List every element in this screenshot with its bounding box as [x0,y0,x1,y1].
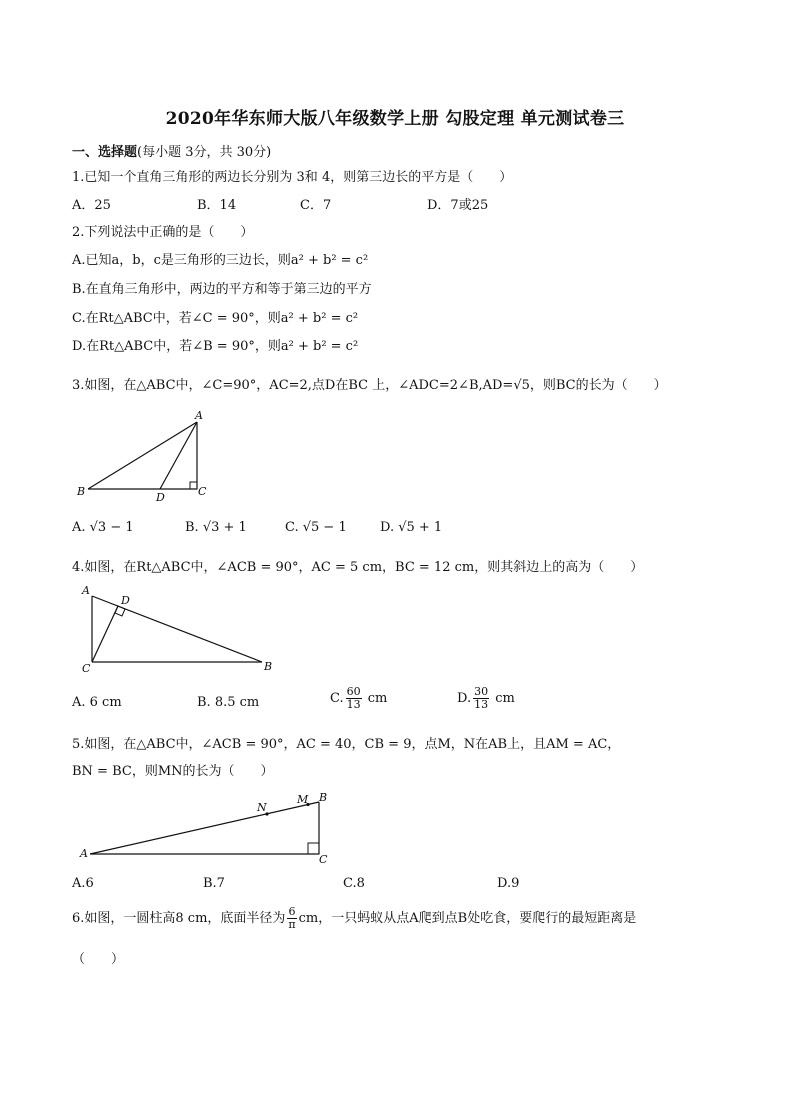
q3-option-d[interactable]: D. √5 + 1 [380,520,443,535]
q6-radius-numerator: 6 [288,905,296,918]
q6-stem-line2: （ ） [72,952,125,967]
q4-option-c-fraction [346,686,362,711]
q1-option-b[interactable]: B．14 [197,198,237,213]
q5-side-ab [90,802,319,854]
q5-option-a[interactable]: A.6 [72,876,94,891]
section-header [72,141,271,160]
q5-label-c: C [319,853,328,866]
q3-label-a: A [195,409,203,422]
q4-altitude-cd [92,606,118,662]
q6-stem-part2: cm，一只蚂蚁从点A爬到点B处吃食，要爬行的最短距离是 [298,911,637,926]
q1-option-d[interactable]: D．7或25 [427,198,489,213]
q4-option-c-unit: cm [367,691,388,706]
q5-option-b[interactable]: B.7 [203,876,225,891]
q3-segment-ad [160,422,197,489]
q5-label-m: M [297,793,309,806]
q3-stem: 3.如图，在△ABC中，∠C=90°，AC=2,点D在BC 上，∠ADC=2∠B,AD=√5，则BC的长为（ ） [72,378,667,393]
q3-side-ab [88,422,197,489]
q4-triangle-figure [72,582,282,674]
q4-option-d-denominator: 13 [474,698,489,711]
q3-option-b[interactable]: B. √3 + 1 [185,520,247,535]
q5-label-a: A [80,847,88,860]
q4-stem: 4.如图，在Rt△ABC中，∠ACB = 90°，AC = 5 cm，BC = 12 cm，则其斜边上的高为（ ） [72,560,644,575]
q3-triangle-figure [72,405,232,505]
q4-label-a: A [82,584,90,597]
q5-label-b: B [319,791,328,804]
q4-option-b[interactable]: B. 8.5 cm [197,695,260,710]
page-title: 2020年华东师大版八年级数学上册 勾股定理 单元测试卷三 [165,109,625,129]
q6-stem-part1: 6.如图，一圆柱高8 cm，底面半径为 [72,911,286,926]
q3-option-c[interactable]: C. √5 − 1 [285,520,347,535]
q3-label-b: B [77,485,86,498]
q4-option-c-numerator: 60 [346,685,361,698]
q6-radius-fraction [287,906,296,931]
q5-stem-line1: 5.如图，在△ABC中，∠ACB = 90°，AC = 40，CB = 9，点M，N在AB上，且AM = AC， [72,737,621,752]
q6-stem [72,906,636,931]
q4-label-d: D [121,594,130,607]
q3-label-c: C [198,485,207,498]
q4-option-d[interactable]: D. $\frac{30}{13}$ cm [457,685,515,711]
q1-option-a[interactable]: A．25 [72,198,111,213]
q1-stem: 1.已知一个直角三角形的两边长分别为 3和 4，则第三边长的平方是（ ） [72,170,513,185]
q6-radius-denominator: π [288,918,296,931]
q5-option-d[interactable]: D.9 [497,876,520,891]
q2-option-a[interactable]: A.已知a，b，c是三角形的三边长，则a² + b² = c² [72,253,369,268]
q2-option-d[interactable]: D.在Rt△ABC中，若∠B = 90°，则a² + b² = c² [72,339,359,354]
q4-option-c[interactable]: C. $\frac{60}{13}$ cm [330,685,388,711]
q5-right-angle-mark [308,843,319,854]
q4-option-d-unit: cm [495,691,515,706]
q4-option-c-denominator: 13 [346,698,361,711]
q1-option-c[interactable]: C．7 [300,198,332,213]
section-title: 一、选择题 [72,145,138,160]
q3-option-a[interactable]: A. √3 − 1 [72,520,134,535]
q4-option-a[interactable]: A. 6 cm [72,695,122,710]
q2-stem: 2.下列说法中正确的是（ ） [72,225,254,240]
q4-label-b: B [264,660,273,673]
q5-option-c[interactable]: C.8 [343,876,365,891]
q4-option-d-numerator: 30 [474,685,489,698]
q5-triangle-figure [72,785,342,867]
q5-label-n: N [257,801,267,814]
q4-option-d-fraction [473,686,489,711]
section-note: (每小题 3分，共 30分) [137,145,272,160]
q5-stem-line2: BN = BC，则MN的长为（ ） [72,764,274,779]
q2-option-c[interactable]: C.在Rt△ABC中，若∠C = 90°，则a² + b² = c² [72,311,359,326]
q4-label-c: C [82,662,91,674]
q3-label-d: D [156,491,165,504]
q3-right-angle-mark [190,482,197,489]
q2-option-b[interactable]: B.在直角三角形中，两边的平方和等于第三边的平方 [72,282,372,297]
